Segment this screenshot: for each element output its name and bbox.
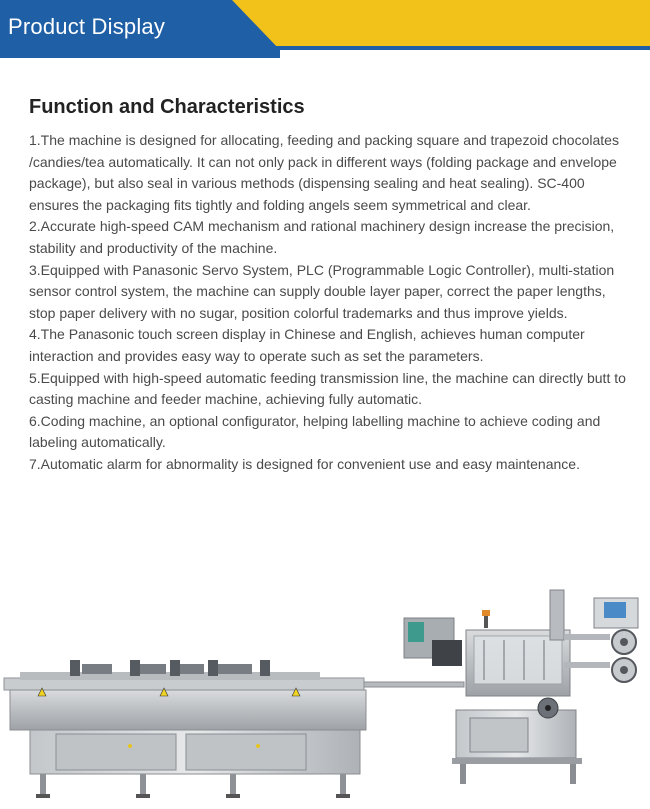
page-banner <box>0 0 650 58</box>
feeder-conveyor <box>4 660 366 798</box>
packaging-machine-image <box>0 560 650 809</box>
feature-paragraph: 5.Equipped with high-speed automatic feeding transmission line, the machine can directly butt to casting machine and feeder machine, achieving fully automatic. <box>29 369 626 408</box>
feature-paragraph: 1.The machine is designed for allocating, feeding and packing square and trapezoid chocolates /candies/tea automatically. It can not only pack in different ways (folding package and envelope package), but also seal in various methods (dispensing sealing and heat sealing). SC-400 ensures the packaging fits tightly and folding angels seem symmetrical and clear. <box>29 132 619 213</box>
feature-list <box>29 130 629 476</box>
banner-title: Product Display <box>8 14 166 39</box>
feature-paragraph: 3.Equipped with Panasonic Servo System, PLC (Programmable Logic Controller), multi-station sensor control system, the machine can supply double layer paper, correct the paper lengths, stop paper delivery with no sugar, position colorful trademarks and thus improve yields. <box>29 261 615 321</box>
section-heading: Function and Characteristics <box>29 96 305 118</box>
feature-paragraph: 2.Accurate high-speed CAM mechanism and rational machinery design increase the precision, stability and productivity of the machine. <box>29 218 615 256</box>
feature-paragraph: 6.Coding machine, an optional configurator, helping labelling machine to achieve coding and labeling automatically. <box>29 412 601 451</box>
feature-paragraph: 7.Automatic alarm for abnormality is designed for convenient use and easy maintenance. <box>29 455 580 472</box>
transfer-rail <box>364 682 464 687</box>
feature-paragraph: 4.The Panasonic touch screen display in Chinese and English, achieves human computer interaction and provides easy way to operate such as set the parameters. <box>29 326 585 364</box>
